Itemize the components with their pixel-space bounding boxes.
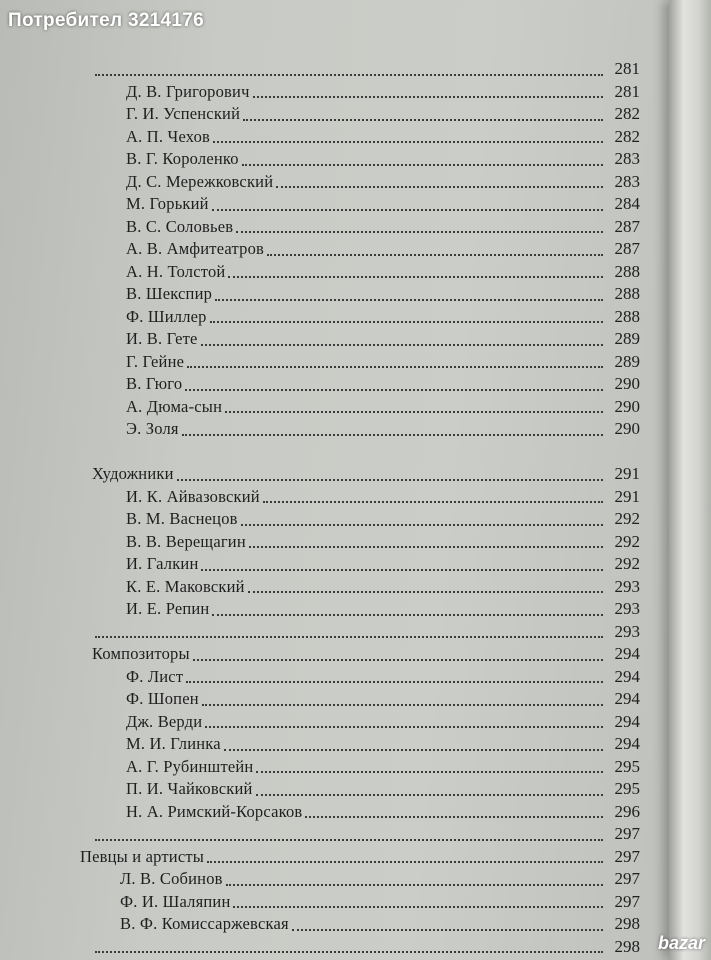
toc-row	[0, 103, 640, 126]
toc-entry	[126, 306, 640, 329]
toc-leader-dots	[207, 860, 603, 863]
toc-leader-dots	[276, 185, 603, 188]
toc-entry-label: В. В. Верещагин	[126, 531, 246, 551]
toc-entry	[126, 396, 640, 419]
toc-page-number: 293	[614, 621, 640, 641]
toc-entry	[126, 711, 640, 734]
toc-leader-dots	[182, 433, 603, 436]
toc-row	[0, 396, 640, 419]
toc-entry-label: В. Ф. Комиссаржевская	[120, 914, 289, 933]
toc-leader-dots	[202, 703, 603, 706]
toc-page-number: 290	[614, 396, 640, 416]
toc-page-number: 288	[614, 306, 640, 326]
toc-row	[0, 81, 640, 104]
toc-leader-dots	[233, 905, 603, 908]
toc-entry	[92, 936, 640, 959]
toc-entry-label: Художники	[92, 464, 174, 483]
toc-page-number: 289	[614, 329, 640, 348]
toc-row	[0, 148, 640, 171]
toc-leader-dots	[263, 500, 603, 503]
toc-leader-dots	[243, 118, 603, 121]
toc-entry	[126, 508, 640, 531]
toc-leader-dots	[305, 815, 603, 818]
user-watermark: Потребител 3214176	[8, 10, 205, 31]
toc-entry	[126, 148, 640, 171]
toc-entry	[80, 846, 640, 869]
toc-entry-label: Дж. Верди	[126, 711, 203, 731]
book-spine-edge	[669, 0, 711, 960]
toc-entry-label: Н. А. Римский-Корсаков	[126, 801, 303, 821]
toc-entry	[126, 553, 640, 576]
toc-row	[0, 913, 640, 936]
toc-row	[0, 328, 640, 351]
toc-entry-label: Композиторы	[92, 644, 190, 663]
toc-page-number: 282	[614, 104, 640, 123]
toc-entry	[126, 103, 640, 126]
toc-leader-dots	[226, 883, 603, 886]
toc-entry	[126, 81, 640, 104]
toc-entry-label: Г. И. Успенский	[126, 104, 241, 123]
toc-leader-dots	[256, 793, 603, 796]
toc-entry	[126, 216, 640, 239]
toc-page-number: 283	[614, 171, 640, 191]
toc-leader-dots	[185, 388, 603, 391]
toc-entry-label: М. И. Глинка	[126, 734, 221, 753]
toc-row	[0, 553, 640, 576]
toc-page-number: 298	[614, 914, 640, 933]
toc-page-number: 282	[614, 126, 640, 146]
toc-page-number: 293	[614, 576, 640, 596]
toc-entry	[126, 576, 640, 599]
toc-page-number: 294	[614, 666, 640, 686]
toc-page-number: 291	[614, 486, 640, 506]
toc-entry-label: Э. Золя	[126, 419, 179, 438]
toc-row	[0, 801, 640, 824]
toc-entry	[126, 261, 640, 284]
toc-leader-dots	[95, 950, 603, 953]
toc-entry	[120, 913, 640, 936]
toc-row	[0, 598, 640, 621]
toc-entry	[120, 891, 640, 914]
toc-page-number: 290	[614, 374, 640, 393]
toc-entry-label: М. Горький	[126, 194, 209, 213]
toc-entry	[126, 373, 640, 396]
toc-entry-label: Д. В. Григорович	[126, 81, 250, 101]
toc-entry	[92, 58, 640, 81]
toc-entry	[126, 328, 640, 351]
toc-entry-label: В. С. Соловьев	[126, 216, 234, 236]
toc-entry-label: В. М. Васнецов	[126, 509, 238, 528]
toc-leader-dots	[256, 770, 603, 773]
toc-entry	[126, 598, 640, 621]
toc-row	[0, 216, 640, 239]
toc-entry	[126, 801, 640, 824]
toc-leader-dots	[212, 208, 603, 211]
toc-entry-label: В. Шекспир	[126, 284, 213, 303]
toc-page-number: 297	[614, 869, 640, 888]
toc-entry-label: И. В. Гете	[126, 329, 198, 348]
toc-entry-label: Г. Гейне	[126, 351, 185, 371]
toc-leader-dots	[249, 545, 603, 548]
toc-row	[0, 508, 640, 531]
toc-entry	[126, 756, 640, 779]
toc-row	[0, 576, 640, 599]
toc-page-number: 291	[614, 464, 640, 483]
toc-leader-dots	[201, 343, 603, 346]
toc-leader-dots	[201, 568, 603, 571]
toc-row	[0, 58, 640, 81]
toc-page-number: 288	[614, 284, 640, 303]
toc-row	[0, 666, 640, 689]
toc-leader-dots	[224, 748, 603, 751]
toc-row	[0, 756, 640, 779]
toc-row	[0, 688, 640, 711]
toc-row	[0, 868, 640, 891]
toc-entry	[126, 733, 640, 756]
toc-page-number: 295	[614, 756, 640, 776]
toc-page-number: 293	[614, 599, 640, 618]
toc-page-number: 281	[614, 59, 640, 78]
toc-leader-dots	[186, 680, 603, 683]
toc-page-number: 287	[614, 216, 640, 236]
toc-entry-label: П. И. Чайковский	[126, 779, 253, 798]
toc-row	[0, 283, 640, 306]
toc-leader-dots	[177, 478, 603, 481]
toc-entry	[126, 418, 640, 441]
toc-page-number: 292	[614, 554, 640, 573]
toc-row	[0, 463, 640, 486]
toc-entry-label: А. Г. Рубинштейн	[126, 756, 254, 776]
toc-leader-dots	[213, 140, 603, 143]
toc-row	[0, 643, 640, 666]
toc-page-number: 297	[614, 824, 640, 843]
toc-row	[0, 171, 640, 194]
toc-row	[0, 531, 640, 554]
table-of-contents	[0, 58, 640, 958]
toc-page-number: 284	[614, 194, 640, 213]
toc-page-number: 281	[614, 81, 640, 101]
toc-row	[0, 193, 640, 216]
toc-entry	[126, 171, 640, 194]
toc-entry	[126, 126, 640, 149]
toc-entry-label: Ф. Шопен	[126, 689, 199, 708]
toc-leader-dots	[212, 613, 603, 616]
toc-page-number: 294	[614, 711, 640, 731]
toc-page-number: 292	[614, 531, 640, 551]
toc-page-number: 292	[614, 509, 640, 528]
toc-row	[0, 306, 640, 329]
toc-entry	[126, 351, 640, 374]
toc-page-number: 294	[614, 689, 640, 708]
toc-leader-dots	[95, 635, 603, 638]
toc-page-number: 294	[614, 644, 640, 663]
toc-entry	[126, 238, 640, 261]
toc-entry	[126, 283, 640, 306]
toc-entry-label: А. Н. Толстой	[126, 261, 226, 281]
toc-row	[0, 373, 640, 396]
toc-row	[0, 238, 640, 261]
toc-entry-label: А. Дюма-сын	[126, 396, 223, 416]
toc-row	[0, 936, 640, 959]
toc-page-number: 297	[614, 846, 640, 866]
toc-entry-label: К. Е. Маковский	[126, 576, 245, 596]
toc-leader-dots	[241, 523, 603, 526]
toc-row	[0, 261, 640, 284]
toc-entry	[92, 823, 640, 846]
toc-entry-label: И. К. Айвазовский	[126, 486, 260, 506]
toc-page-number: 290	[614, 419, 640, 438]
toc-entry-label: Л. В. Собинов	[120, 869, 223, 888]
toc-page-number: 283	[614, 149, 640, 168]
toc-entry	[126, 486, 640, 509]
toc-row	[0, 846, 640, 869]
toc-leader-dots	[193, 658, 603, 661]
toc-page-number: 297	[614, 891, 640, 911]
toc-entry-label: Д. С. Мережковский	[126, 171, 274, 191]
toc-row	[0, 823, 640, 846]
toc-row	[0, 486, 640, 509]
toc-entry-label: Ф. Лист	[126, 666, 184, 686]
toc-page-number: 289	[614, 351, 640, 371]
toc-row	[0, 891, 640, 914]
toc-entry	[92, 463, 640, 486]
toc-entry-label: И. Е. Репин	[126, 599, 210, 618]
toc-entry-label: В. Гюго	[126, 374, 183, 393]
toc-row	[0, 351, 640, 374]
toc-leader-dots	[210, 320, 603, 323]
toc-entry-label: Ф. Шиллер	[126, 306, 207, 326]
toc-entry	[126, 193, 640, 216]
toc-entry	[120, 868, 640, 891]
toc-leader-dots	[95, 838, 603, 841]
toc-entry	[126, 531, 640, 554]
toc-entry-label: А. П. Чехов	[126, 126, 211, 146]
toc-entry	[126, 778, 640, 801]
toc-row	[0, 778, 640, 801]
toc-row	[0, 621, 640, 644]
toc-leader-dots	[253, 95, 603, 98]
toc-spacer	[0, 441, 640, 464]
toc-page-number: 298	[614, 936, 640, 956]
toc-entry-label: И. Галкин	[126, 554, 199, 573]
toc-row	[0, 733, 640, 756]
toc-leader-dots	[248, 590, 603, 593]
toc-entry	[92, 621, 640, 644]
toc-row	[0, 126, 640, 149]
toc-entry	[126, 688, 640, 711]
toc-row	[0, 711, 640, 734]
toc-leader-dots	[236, 230, 603, 233]
toc-page-number: 287	[614, 239, 640, 258]
toc-leader-dots	[205, 725, 603, 728]
toc-leader-dots	[292, 928, 603, 931]
toc-entry-label: А. В. Амфитеатров	[126, 239, 265, 258]
toc-entry	[126, 666, 640, 689]
toc-row	[0, 418, 640, 441]
toc-page-number: 296	[614, 801, 640, 821]
toc-leader-dots	[267, 253, 603, 256]
toc-entry-label: Ф. И. Шаляпин	[120, 891, 231, 911]
toc-leader-dots	[187, 365, 603, 368]
toc-entry	[92, 643, 640, 666]
toc-page-number: 295	[614, 779, 640, 798]
bazar-logo: bazar	[657, 933, 705, 953]
toc-leader-dots	[228, 275, 603, 278]
toc-entry-label: Певцы и артисты	[80, 846, 205, 866]
toc-page-number: 288	[614, 261, 640, 281]
toc-leader-dots	[225, 410, 603, 413]
toc-leader-dots	[95, 73, 603, 76]
toc-entry-label: В. Г. Короленко	[126, 149, 239, 168]
toc-leader-dots	[215, 298, 603, 301]
toc-leader-dots	[242, 163, 603, 166]
toc-page-number: 294	[614, 734, 640, 753]
